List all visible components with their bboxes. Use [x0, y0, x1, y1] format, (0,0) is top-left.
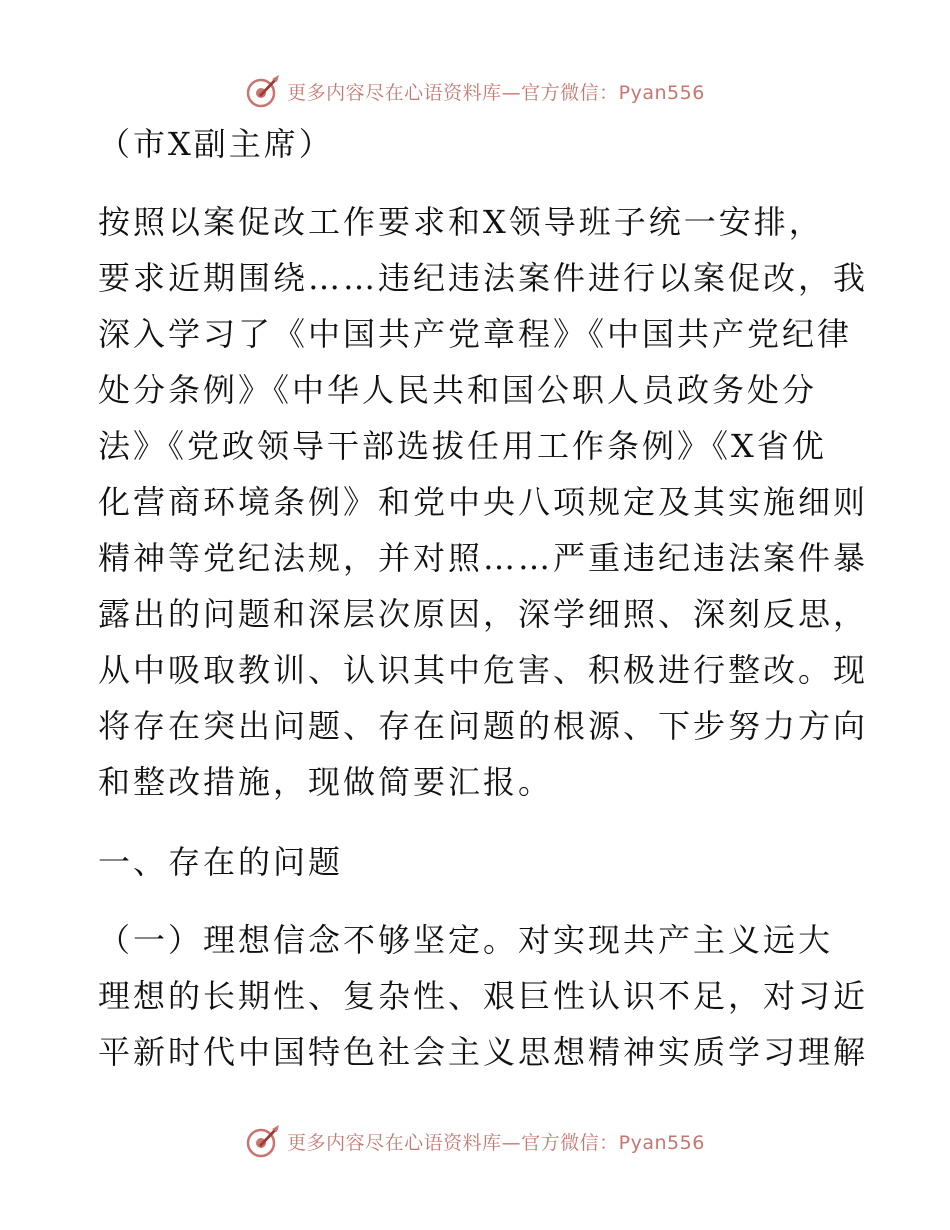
text-line: 露出的问题和深层次原因，深学细照、深刻反思， [98, 595, 869, 633]
text-line: 将存在突出问题、存在问题的根源、下步努力方向 [98, 707, 869, 745]
watermark-text: 更多内容尽在心语资料库—官方微信：Pyan556 [287, 1131, 705, 1154]
quill-pen-logo-icon [245, 73, 281, 109]
footer-watermark [0, 1121, 950, 1161]
document-subtitle: （市X副主席） [98, 125, 334, 163]
section-heading: 一、存在的问题 [98, 843, 344, 881]
header-watermark [0, 71, 950, 111]
text-line: 处分条例》《中华人民共和国公职人员政务处分 [98, 371, 818, 409]
text-line: 从中吸取教训、认识其中危害、积极进行整改。现 [98, 651, 869, 689]
quill-pen-logo-icon [245, 1123, 281, 1159]
text-line: 平新时代中国特色社会主义思想精神实质学习理解 [98, 1033, 869, 1071]
text-line: 理想的长期性、复杂性、艰巨性认识不足，对习近 [98, 977, 869, 1015]
watermark-text: 更多内容尽在心语资料库—官方微信：Pyan556 [287, 81, 705, 104]
text-line: 和整改措施，现做简要汇报。 [98, 763, 554, 801]
text-line: 精神等党纪法规，并对照……严重违纪违法案件暴 [98, 539, 869, 577]
text-line: 法》《党政领导干部选拔任用工作条例》《X省优 [98, 427, 827, 465]
text-line: 要求近期围绕……违纪违法案件进行以案促改，我 [98, 259, 869, 297]
text-line: （一）理想信念不够坚定。对实现共产主义远大 [98, 921, 834, 959]
text-line: 按照以案促改工作要求和X领导班子统一安排， [98, 203, 824, 241]
text-line: 深入学习了《中国共产党章程》《中国共产党纪律 [98, 315, 853, 353]
text-line: 化营商环境条例》和党中央八项规定及其实施细则 [98, 483, 869, 521]
